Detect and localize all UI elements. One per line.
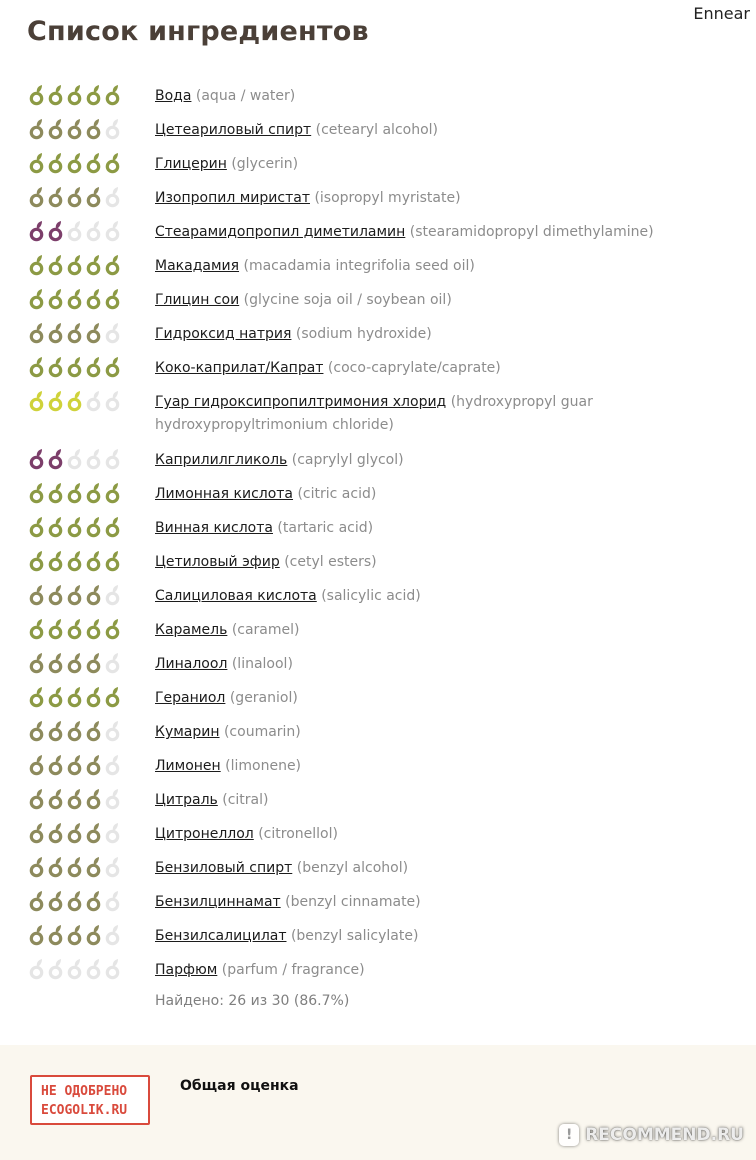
- ingredient-row: [0, 680, 756, 714]
- ingredient-inci-name: (citronellol): [258, 826, 338, 842]
- safety-rating: [28, 754, 123, 776]
- ingredient-row: [0, 748, 756, 782]
- rating-drop-filled-icon: [85, 856, 104, 878]
- overall-rating-label: Общая оценка: [180, 1078, 299, 1094]
- rating-drop-filled-icon: [47, 788, 66, 810]
- ingredient-name: [155, 925, 752, 948]
- rating-drop-filled-icon: [28, 618, 47, 640]
- rating-drop-filled-icon: [104, 254, 123, 276]
- rating-drop-filled-icon: [66, 652, 85, 674]
- ingredient-name: [155, 585, 752, 608]
- ingredient-row: [0, 112, 756, 146]
- rating-drop-filled-icon: [47, 686, 66, 708]
- rating-drop-filled-icon: [85, 550, 104, 572]
- rating-drop-filled-icon: [85, 322, 104, 344]
- safety-rating: [28, 652, 123, 674]
- rating-drop-empty-icon: [104, 720, 123, 742]
- rating-drop-filled-icon: [104, 550, 123, 572]
- ingredient-link[interactable]: Бензилциннамат: [155, 894, 281, 910]
- ingredient-inci-name: (salicylic acid): [321, 588, 421, 604]
- rating-drop-empty-icon: [85, 220, 104, 242]
- ingredient-inci-name: (cetyl esters): [284, 554, 377, 570]
- rating-drop-empty-icon: [85, 390, 104, 412]
- rating-drop-filled-icon: [28, 152, 47, 174]
- watermark-text: RECOMMEND.RU: [585, 1125, 744, 1145]
- ingredient-link[interactable]: Глицерин: [155, 156, 227, 172]
- rating-drop-filled-icon: [28, 186, 47, 208]
- rating-drop-filled-icon: [28, 890, 47, 912]
- rating-drop-filled-icon: [85, 186, 104, 208]
- rating-drop-filled-icon: [104, 84, 123, 106]
- rating-drop-filled-icon: [28, 550, 47, 572]
- rating-drop-filled-icon: [85, 652, 104, 674]
- rating-drop-filled-icon: [47, 322, 66, 344]
- ingredient-name: [155, 391, 752, 437]
- ingredient-name: [155, 221, 752, 244]
- ingredient-name: [155, 789, 752, 812]
- safety-rating: [28, 890, 123, 912]
- ingredient-name: [155, 619, 752, 642]
- ingredient-link[interactable]: Цетиловый эфир: [155, 554, 280, 570]
- ingredient-inci-name: (caramel): [231, 622, 300, 638]
- ingredient-link[interactable]: Изопропил миристат: [155, 190, 310, 206]
- rating-drop-filled-icon: [66, 822, 85, 844]
- ingredient-link[interactable]: Винная кислота: [155, 520, 273, 536]
- ingredient-row: [0, 476, 756, 510]
- ingredient-row: [0, 782, 756, 816]
- rating-drop-filled-icon: [28, 288, 47, 310]
- rating-drop-filled-icon: [85, 720, 104, 742]
- ingredient-name: [155, 517, 752, 540]
- ingredient-link[interactable]: Коко-каприлат/Капрат: [155, 360, 324, 376]
- rating-footer: [0, 1045, 756, 1160]
- rating-drop-filled-icon: [28, 390, 47, 412]
- rating-drop-empty-icon: [104, 220, 123, 242]
- ingredient-inci-name: (isopropyl myristate): [314, 190, 461, 206]
- rating-drop-filled-icon: [28, 788, 47, 810]
- safety-rating: [28, 84, 123, 106]
- rating-drop-filled-icon: [28, 448, 47, 470]
- rating-drop-filled-icon: [66, 550, 85, 572]
- rating-drop-filled-icon: [85, 288, 104, 310]
- rating-drop-filled-icon: [47, 152, 66, 174]
- rating-drop-empty-icon: [104, 822, 123, 844]
- ingredient-link[interactable]: Карамель: [155, 622, 228, 638]
- safety-rating: [28, 186, 123, 208]
- ingredient-name: [155, 289, 752, 312]
- ingredient-name: [155, 153, 752, 176]
- rating-drop-filled-icon: [47, 220, 66, 242]
- safety-rating: [28, 856, 123, 878]
- ingredient-inci-name: (citric acid): [297, 486, 377, 502]
- rating-drop-filled-icon: [85, 924, 104, 946]
- rating-drop-filled-icon: [28, 754, 47, 776]
- ingredient-row: [0, 146, 756, 180]
- rating-drop-filled-icon: [47, 288, 66, 310]
- ingredient-name: [155, 449, 752, 472]
- ingredient-link[interactable]: Бензиловый спирт: [155, 860, 293, 876]
- ingredient-inci-name: (aqua / water): [195, 88, 296, 104]
- ingredient-inci-name: (coumarin): [223, 724, 301, 740]
- ingredient-link[interactable]: Гуар гидроксипропилтримония хлорид: [155, 394, 447, 410]
- rating-drop-filled-icon: [85, 84, 104, 106]
- ingredient-row: [0, 384, 756, 442]
- rating-drop-empty-icon: [28, 958, 47, 980]
- rating-drop-filled-icon: [47, 516, 66, 538]
- ingredient-inci-name: (benzyl cinnamate): [285, 894, 421, 910]
- rating-drop-filled-icon: [28, 356, 47, 378]
- rating-drop-empty-icon: [66, 448, 85, 470]
- rating-drop-filled-icon: [47, 584, 66, 606]
- rating-drop-filled-icon: [85, 618, 104, 640]
- rating-drop-filled-icon: [66, 924, 85, 946]
- recommend-watermark: [559, 1124, 744, 1146]
- ingredient-inci-name: (macadamia integrifolia seed oil): [243, 258, 475, 274]
- ingredient-row: [0, 646, 756, 680]
- ingredient-name: [155, 857, 752, 880]
- rating-drop-filled-icon: [47, 652, 66, 674]
- rating-drop-filled-icon: [66, 356, 85, 378]
- ingredient-name: [155, 187, 752, 210]
- rating-drop-filled-icon: [28, 254, 47, 276]
- ingredient-inci-name: (sodium hydroxide): [295, 326, 432, 342]
- safety-rating: [28, 152, 123, 174]
- rating-drop-filled-icon: [66, 84, 85, 106]
- rating-drop-empty-icon: [104, 186, 123, 208]
- rating-drop-filled-icon: [85, 254, 104, 276]
- ingredient-row: [0, 442, 756, 476]
- ingredient-inci-name: (benzyl alcohol): [296, 860, 409, 876]
- ingredient-inci-name: (stearamidopropyl dimethylamine): [409, 224, 654, 240]
- ingredient-link[interactable]: Бензилсалицилат: [155, 928, 287, 944]
- ingredient-link[interactable]: Линалоол: [155, 656, 228, 672]
- rating-drop-empty-icon: [104, 958, 123, 980]
- ingredient-row: [0, 180, 756, 214]
- safety-rating: [28, 254, 123, 276]
- rating-drop-filled-icon: [66, 152, 85, 174]
- rating-drop-filled-icon: [85, 584, 104, 606]
- rating-drop-empty-icon: [47, 958, 66, 980]
- ingredient-name: [155, 721, 752, 744]
- safety-rating: [28, 584, 123, 606]
- rating-drop-filled-icon: [104, 288, 123, 310]
- rating-drop-filled-icon: [85, 788, 104, 810]
- recommend-logo-icon: !: [559, 1124, 579, 1146]
- rating-drop-filled-icon: [28, 686, 47, 708]
- rating-drop-empty-icon: [104, 890, 123, 912]
- rating-drop-filled-icon: [47, 448, 66, 470]
- rating-drop-filled-icon: [66, 390, 85, 412]
- ingredient-link[interactable]: Каприлилгликоль: [155, 452, 288, 468]
- rating-drop-filled-icon: [66, 118, 85, 140]
- safety-rating: [28, 220, 123, 242]
- safety-rating: [28, 356, 123, 378]
- found-summary: Найдено: 26 из 30 (86.7%): [155, 993, 350, 1009]
- rating-drop-filled-icon: [66, 618, 85, 640]
- ingredient-link[interactable]: Стеарамидопропил диметиламин: [155, 224, 406, 240]
- rating-drop-filled-icon: [47, 856, 66, 878]
- safety-rating: [28, 516, 123, 538]
- rating-drop-filled-icon: [85, 482, 104, 504]
- rating-drop-filled-icon: [47, 482, 66, 504]
- ingredient-row: [0, 714, 756, 748]
- safety-rating: [28, 550, 123, 572]
- ingredient-row: [0, 282, 756, 316]
- rating-drop-filled-icon: [66, 686, 85, 708]
- ingredient-name: [155, 119, 752, 142]
- rating-drop-empty-icon: [85, 958, 104, 980]
- rating-drop-filled-icon: [47, 550, 66, 572]
- ingredient-row: [0, 884, 756, 918]
- safety-rating: [28, 924, 123, 946]
- rating-drop-filled-icon: [47, 924, 66, 946]
- ingredient-name: [155, 653, 752, 676]
- ingredient-row: [0, 578, 756, 612]
- ingredient-inci-name: (tartaric acid): [277, 520, 374, 536]
- safety-rating: [28, 788, 123, 810]
- rating-drop-filled-icon: [104, 152, 123, 174]
- ingredient-name: [155, 959, 752, 982]
- rating-drop-filled-icon: [28, 118, 47, 140]
- rating-drop-filled-icon: [66, 322, 85, 344]
- rating-drop-filled-icon: [85, 686, 104, 708]
- rating-drop-empty-icon: [104, 584, 123, 606]
- safety-rating: [28, 482, 123, 504]
- safety-rating: [28, 618, 123, 640]
- rating-drop-filled-icon: [28, 652, 47, 674]
- ingredient-inci-name: (hydroxypropyl guar hydroxypropyltrimonium chloride): [155, 394, 593, 433]
- safety-rating: [28, 118, 123, 140]
- rating-drop-filled-icon: [28, 84, 47, 106]
- safety-rating: [28, 322, 123, 344]
- ingredient-row: [0, 510, 756, 544]
- ingredient-row: [0, 612, 756, 646]
- ingredient-inci-name: (benzyl salicylate): [290, 928, 419, 944]
- rating-drop-empty-icon: [104, 788, 123, 810]
- rating-drop-filled-icon: [66, 720, 85, 742]
- not-approved-stamp: [30, 1075, 150, 1125]
- ingredient-name: [155, 255, 752, 278]
- ingredient-link[interactable]: Вода: [155, 88, 192, 104]
- ingredient-row: [0, 816, 756, 850]
- ingredient-link[interactable]: Цетеариловый спирт: [155, 122, 312, 138]
- ingredient-link[interactable]: Цитронеллол: [155, 826, 254, 842]
- rating-drop-filled-icon: [47, 254, 66, 276]
- ingredient-name: [155, 551, 752, 574]
- rating-drop-filled-icon: [28, 822, 47, 844]
- ingredient-row: [0, 544, 756, 578]
- rating-drop-filled-icon: [85, 516, 104, 538]
- rating-drop-filled-icon: [85, 118, 104, 140]
- ingredient-name: [155, 357, 752, 380]
- rating-drop-filled-icon: [47, 356, 66, 378]
- rating-drop-filled-icon: [85, 152, 104, 174]
- safety-rating: [28, 822, 123, 844]
- rating-drop-filled-icon: [47, 186, 66, 208]
- ingredient-link[interactable]: Лимонен: [155, 758, 221, 774]
- ingredient-inci-name: (glycine soja oil / soybean oil): [243, 292, 452, 308]
- safety-rating: [28, 958, 123, 980]
- rating-drop-filled-icon: [47, 822, 66, 844]
- rating-drop-filled-icon: [85, 822, 104, 844]
- safety-rating: [28, 448, 123, 470]
- rating-drop-filled-icon: [66, 754, 85, 776]
- ingredient-row: [0, 850, 756, 884]
- rating-drop-filled-icon: [104, 686, 123, 708]
- ingredient-inci-name: (cetearyl alcohol): [315, 122, 438, 138]
- ingredient-inci-name: (citral): [222, 792, 269, 808]
- ingredient-name: [155, 755, 752, 778]
- rating-drop-filled-icon: [47, 754, 66, 776]
- rating-drop-filled-icon: [47, 84, 66, 106]
- rating-drop-filled-icon: [66, 288, 85, 310]
- rating-drop-empty-icon: [104, 390, 123, 412]
- rating-drop-empty-icon: [104, 754, 123, 776]
- safety-rating: [28, 686, 123, 708]
- rating-drop-filled-icon: [104, 516, 123, 538]
- rating-drop-filled-icon: [28, 516, 47, 538]
- ingredient-link[interactable]: Лимонная кислота: [155, 486, 294, 502]
- ingredient-row: [0, 248, 756, 282]
- ingredient-name: [155, 823, 752, 846]
- rating-drop-empty-icon: [66, 958, 85, 980]
- ingredient-link[interactable]: Макадамия: [155, 258, 240, 274]
- ingredient-inci-name: (linalool): [231, 656, 293, 672]
- rating-drop-filled-icon: [66, 788, 85, 810]
- rating-drop-filled-icon: [47, 118, 66, 140]
- ingredient-row: [0, 918, 756, 952]
- ingredient-inci-name: (caprylyl glycol): [291, 452, 404, 468]
- ingredient-row: [0, 214, 756, 248]
- rating-drop-filled-icon: [47, 720, 66, 742]
- ingredient-link[interactable]: Цитраль: [155, 792, 218, 808]
- rating-drop-filled-icon: [66, 584, 85, 606]
- rating-drop-empty-icon: [104, 924, 123, 946]
- rating-drop-filled-icon: [66, 890, 85, 912]
- ingredient-link[interactable]: Гидроксид натрия: [155, 326, 292, 342]
- rating-drop-empty-icon: [104, 322, 123, 344]
- stamp-line-2: ECOGOLIK.RU: [41, 1103, 128, 1118]
- rating-drop-filled-icon: [47, 890, 66, 912]
- ingredient-row: [0, 952, 756, 986]
- page-title: Список ингредиентов: [27, 16, 369, 47]
- ingredient-name: [155, 85, 752, 108]
- ingredient-link[interactable]: Гераниол: [155, 690, 226, 706]
- rating-drop-filled-icon: [28, 856, 47, 878]
- ingredient-list: [0, 78, 756, 986]
- rating-drop-filled-icon: [85, 890, 104, 912]
- rating-drop-filled-icon: [28, 322, 47, 344]
- ingredient-row: [0, 78, 756, 112]
- rating-drop-filled-icon: [47, 618, 66, 640]
- ingredient-inci-name: (geraniol): [229, 690, 298, 706]
- rating-drop-filled-icon: [28, 720, 47, 742]
- safety-rating: [28, 288, 123, 310]
- ingredient-name: [155, 323, 752, 346]
- rating-drop-filled-icon: [85, 754, 104, 776]
- rating-drop-filled-icon: [66, 254, 85, 276]
- rating-drop-empty-icon: [104, 856, 123, 878]
- ingredient-inci-name: (parfum / fragrance): [221, 962, 365, 978]
- rating-drop-filled-icon: [66, 516, 85, 538]
- rating-drop-filled-icon: [104, 618, 123, 640]
- rating-drop-filled-icon: [104, 356, 123, 378]
- ingredient-link[interactable]: Кумарин: [155, 724, 220, 740]
- ingredient-inci-name: (limonene): [225, 758, 302, 774]
- rating-drop-filled-icon: [28, 482, 47, 504]
- rating-drop-filled-icon: [85, 356, 104, 378]
- rating-drop-empty-icon: [104, 448, 123, 470]
- rating-drop-filled-icon: [28, 924, 47, 946]
- ingredient-row: [0, 350, 756, 384]
- rating-drop-filled-icon: [66, 186, 85, 208]
- rating-drop-filled-icon: [104, 482, 123, 504]
- rating-drop-empty-icon: [66, 220, 85, 242]
- rating-drop-filled-icon: [47, 390, 66, 412]
- ingredient-inci-name: (coco-caprylate/caprate): [327, 360, 501, 376]
- rating-drop-filled-icon: [66, 482, 85, 504]
- ingredient-link[interactable]: Глицин сои: [155, 292, 240, 308]
- rating-drop-filled-icon: [28, 220, 47, 242]
- safety-rating: [28, 720, 123, 742]
- safety-rating: [28, 390, 123, 412]
- ingredient-link[interactable]: Парфюм: [155, 962, 218, 978]
- ingredient-row: [0, 316, 756, 350]
- ingredient-name: [155, 483, 752, 506]
- stamp-line-1: НЕ ОДОБРЕНО: [41, 1084, 128, 1099]
- ingredient-name: [155, 687, 752, 710]
- ingredient-inci-name: (glycerin): [231, 156, 299, 172]
- rating-drop-empty-icon: [85, 448, 104, 470]
- ingredient-link[interactable]: Салициловая кислота: [155, 588, 317, 604]
- rating-drop-empty-icon: [104, 118, 123, 140]
- rating-drop-filled-icon: [66, 856, 85, 878]
- ingredient-name: [155, 891, 752, 914]
- rating-drop-filled-icon: [28, 584, 47, 606]
- author-name: Ennear: [693, 4, 750, 23]
- rating-drop-empty-icon: [104, 652, 123, 674]
